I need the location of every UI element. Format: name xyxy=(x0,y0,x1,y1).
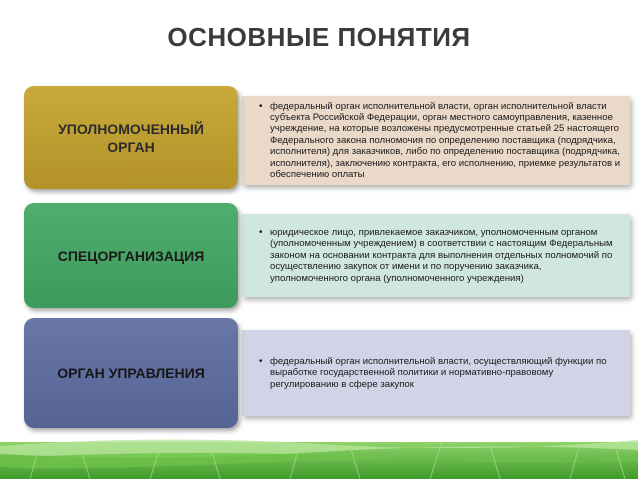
concept-description-list xyxy=(242,227,630,284)
concept-description-box xyxy=(242,96,630,185)
concept-label-line: ОРГАН УПРАВЛЕНИЯ xyxy=(57,365,205,381)
concept-label-box xyxy=(24,203,238,308)
concept-description-item: • федеральный орган исполнительной власти, осуществляющий функции по выработке государственной политики и нормативно-правовому регулированию в сфере закупок xyxy=(262,356,622,390)
grass-footer-graphic xyxy=(0,432,638,479)
concept-description-box xyxy=(242,214,630,297)
concept-description-item: • федеральный орган исполнительной власти, орган исполнительной власти субъекта Российской Федерации, орган местного самоуправления, казенное учреждение, на которые возложены предусмотренные статьей 25 настоящего Федерального закона полномочия по определению поставщика (подрядчика, исполнителя) для заказчиков, либо по определению поставщика (подрядчика, исполнителя), заключению контракта, его исполнению, приемке результатов и обеспечению оплаты xyxy=(262,101,622,181)
concept-description-item: • юридическое лицо, привлекаемое заказчиком, уполномоченным органом (уполномоченным учреждением) в соответствии с настоящим Федеральным законом на основании контракта для выполнения отдельных полномочий по осуществлению закупок от имени и по поручению заказчика, уполномоченного органа (уполномоченного учреждения) xyxy=(262,227,622,284)
concept-label-line: УПОЛНОМОЧЕННЫЙ xyxy=(58,120,204,137)
concept-description-box xyxy=(242,330,630,416)
concept-description-list xyxy=(242,101,630,181)
decorative-grass-footer xyxy=(0,432,638,479)
concept-label-box xyxy=(24,86,238,189)
concept-description-list xyxy=(242,356,630,390)
concept-label-line: ОРГАН xyxy=(107,138,155,155)
page-title: ОСНОВНЫЕ ПОНЯТИЯ xyxy=(167,22,471,52)
concept-label-box xyxy=(24,318,238,428)
concept-label-line: СПЕЦОРГАНИЗАЦИЯ xyxy=(57,247,205,264)
